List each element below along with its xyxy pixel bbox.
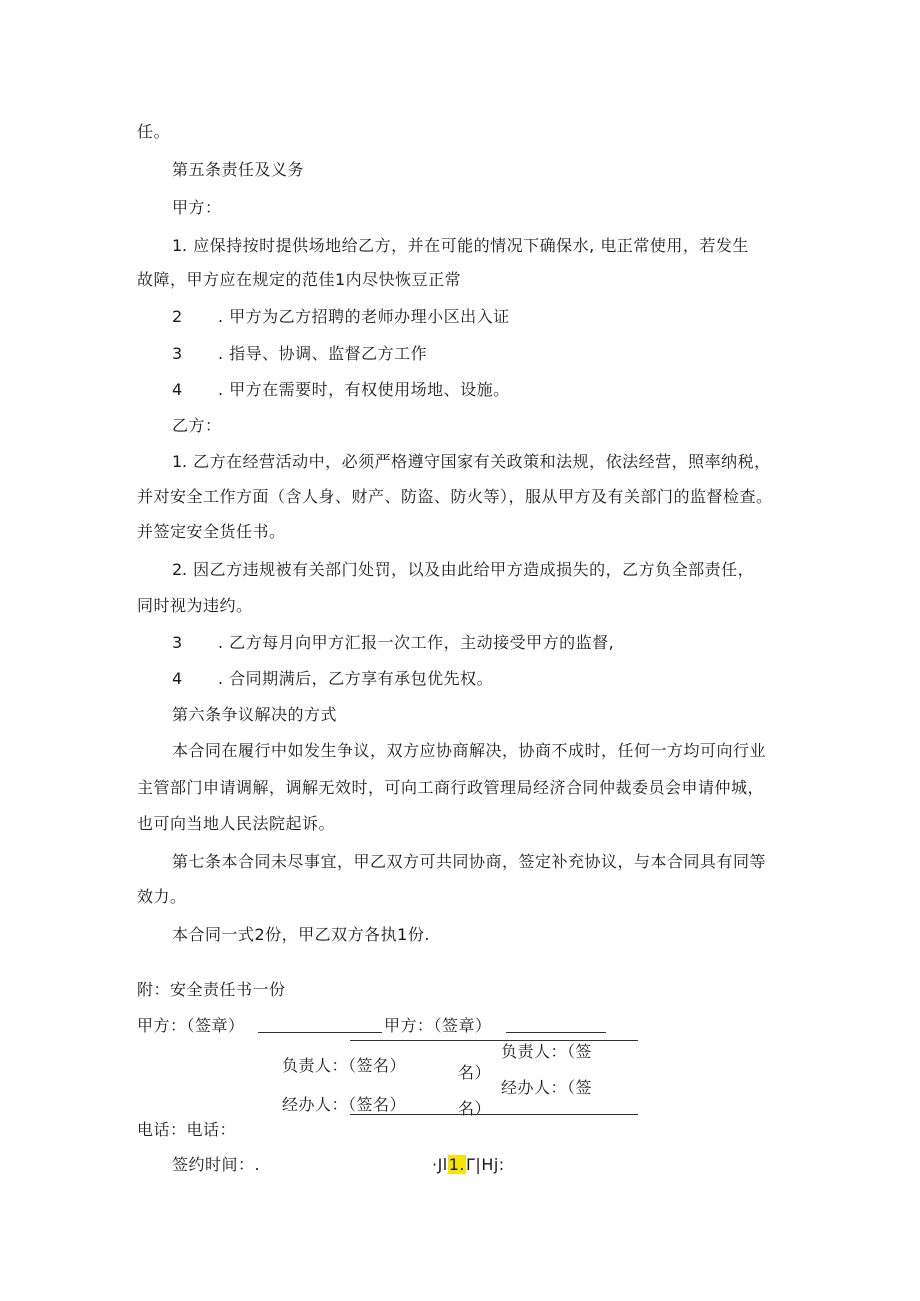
text-line: 本合同一式2份，甲乙双方各执1份. xyxy=(172,925,430,944)
sign-date-label: 签约时间：. xyxy=(172,1155,261,1174)
signature-fragment: 名） xyxy=(458,1063,492,1082)
text-line: 也可向当地人民法院起诉。 xyxy=(137,814,336,833)
party-label: 乙方： xyxy=(172,416,222,435)
text-line: 第七条本合同未尽事宜，甲乙双方可共同协商，签定补充协议，与本合同具有同等 xyxy=(172,852,767,871)
divider xyxy=(350,1114,638,1115)
item-text: . 甲方在需要时，有权使用场地、设施。 xyxy=(218,380,510,399)
item-number: 4 xyxy=(172,669,183,688)
signature-blank xyxy=(258,1032,382,1033)
text-line: 本合同在履行中如发生争议，双方应协商解决，协商不成时，任何一方均可向行业 xyxy=(172,741,767,760)
list-item xyxy=(172,236,749,256)
item-text: . 乙方在经营活动中，必须严格遵守国家有关政策和法规，依法经营，照率纳税， xyxy=(182,452,771,471)
item-number: 3 xyxy=(172,344,183,363)
list-item xyxy=(172,633,614,653)
text-line: 并对安全工作方面（含人身、财产、防盗、防火等），服从甲方及有关部门的监督检查。 xyxy=(137,487,773,506)
text-line: 主管部门申请调解，调解无效时，可向工商行政管理局经济合同仲裁委员会申请仲城， xyxy=(137,778,765,797)
text-line: 任。 xyxy=(137,122,171,141)
party-label: 甲方： xyxy=(172,198,222,217)
text-line: 效力。 xyxy=(137,887,187,906)
item-text: . 应保持按时提供场地给乙方，并在可能的情况下确保水, 电正常使用，若发生 xyxy=(182,236,749,255)
party-b-signature-label: 甲方：（签章） xyxy=(384,1016,492,1035)
phone-label: 电话：电话： xyxy=(137,1120,237,1139)
section-heading: 第五条责任及义务 xyxy=(172,160,305,179)
item-text: . 合同期满后，乙方享有承包优先权。 xyxy=(218,669,494,688)
responsible-person-label: 负责人：（签名） xyxy=(282,1056,407,1075)
item-number: 1 xyxy=(172,452,183,471)
list-item xyxy=(172,560,754,580)
item-text: . 乙方每月向甲方汇报一次工作，主动接受甲方的监督, xyxy=(218,633,615,652)
list-item xyxy=(172,380,510,400)
attachment-note: 附：安全责任书一份 xyxy=(137,980,286,999)
signature-blank xyxy=(506,1032,606,1033)
agent-label: 经办人：（签名） xyxy=(282,1095,407,1114)
responsible-person-label: 负责人：（签 xyxy=(501,1042,593,1061)
date-fragment: Γ|Hj: xyxy=(466,1155,505,1174)
sign-date-value xyxy=(432,1155,505,1175)
item-number: 1 xyxy=(172,236,183,255)
item-text: . 因乙方违规被有关部门处罚，以及由此给甲方造成损失的，乙方负全部责任， xyxy=(182,560,755,579)
agent-label: 经办人：（签 xyxy=(501,1078,593,1097)
date-fragment: ·Jl xyxy=(432,1155,448,1174)
text-line: 同时视为违约。 xyxy=(137,596,253,615)
item-number: 3 xyxy=(172,633,183,652)
item-text: . 甲方为乙方招聘的老师办理小区出入证 xyxy=(218,307,510,326)
highlighted-date-fragment: 1. xyxy=(448,1155,466,1174)
text-line: 并签定安全货任书。 xyxy=(137,522,286,541)
text-line: 故障，甲方应在规定的范佳1内尽快恢豆正常 xyxy=(137,270,462,289)
list-item xyxy=(172,669,493,689)
list-item xyxy=(172,452,771,472)
divider xyxy=(350,1040,638,1041)
item-number: 2 xyxy=(172,560,183,579)
signature-fragment: 名） xyxy=(458,1099,492,1118)
list-item xyxy=(172,307,510,327)
item-number: 2 xyxy=(172,307,183,326)
party-a-signature-label: 甲方：（签章） xyxy=(137,1016,245,1035)
item-text: . 指导、协调、监督乙方工作 xyxy=(218,344,428,363)
list-item xyxy=(172,344,427,364)
section-heading: 第六条争议解决的方式 xyxy=(172,705,338,724)
item-number: 4 xyxy=(172,380,183,399)
